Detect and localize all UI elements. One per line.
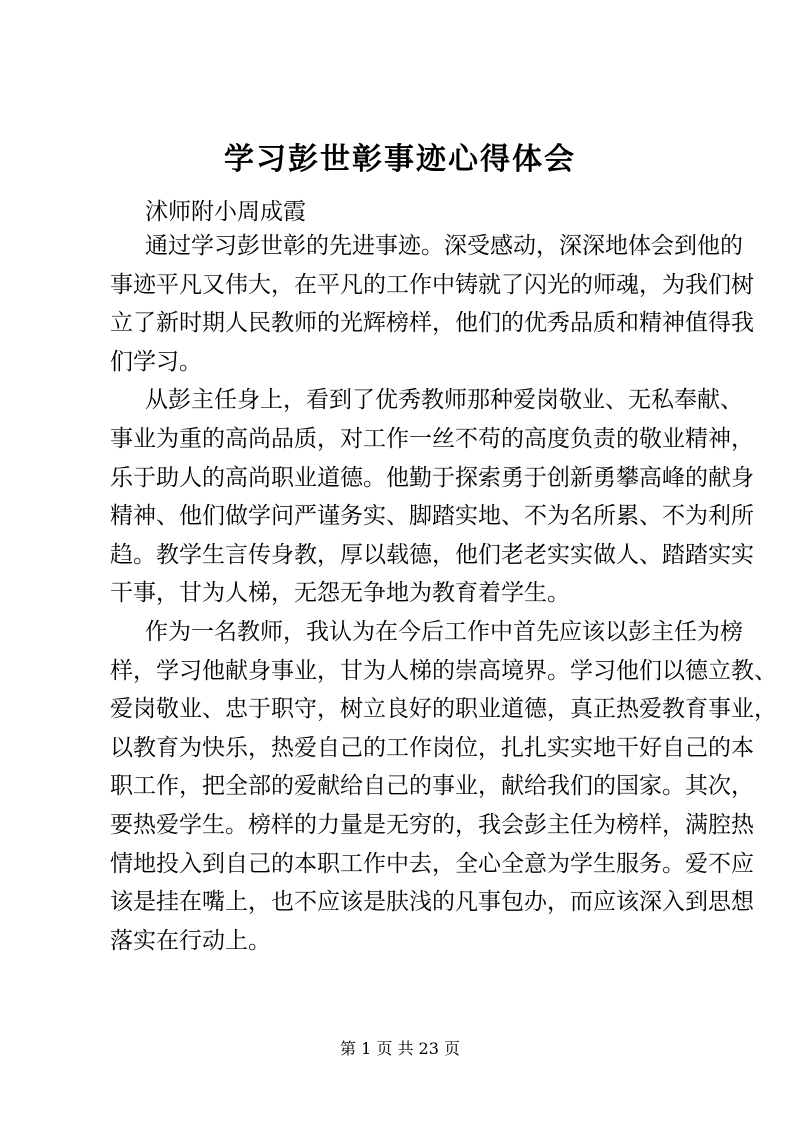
- text-line: 立了新时期人民教师的光辉榜样，他们的优秀品质和精神值得我: [110, 310, 754, 337]
- text-line: 落实在行动上。: [110, 927, 271, 954]
- paragraph-3: [110, 613, 777, 960]
- text-line: 样，学习他献身事业，甘为人梯的崇高境界。学习他们以德立教、: [110, 657, 777, 684]
- text-line: 从彭主任身上，看到了优秀教师那种爱岗敬业、无私奉献、: [145, 387, 743, 414]
- text-line: 职工作，把全部的爱献给自己的事业，献给我们的国家。其次，: [110, 773, 754, 800]
- text-line: 以教育为快乐，热爱自己的工作岗位，扎扎实实地干好自己的本: [110, 734, 754, 761]
- text-line: 趋。教学生言传身教，厚以载德，他们老老实实做人、踏踏实实: [110, 541, 754, 568]
- text-line: 事迹平凡又伟大，在平凡的工作中铸就了闪光的师魂，为我们树: [110, 271, 754, 298]
- text-line: 乐于助人的高尚职业道德。他勤于探索勇于创新勇攀高峰的献身: [110, 464, 754, 491]
- document-body: [110, 227, 777, 960]
- paragraph-2: [110, 381, 754, 613]
- text-line: 事业为重的高尚品质，对工作一丝不苟的高度负责的敬业精神，: [110, 425, 754, 452]
- page-footer: 第 1 页 共 23 页: [340, 1039, 460, 1058]
- text-line: 要热爱学生。榜样的力量是无穷的，我会彭主任为榜样，满腔热: [110, 811, 754, 838]
- text-line: 情地投入到自己的本职工作中去，全心全意为学生服务。爱不应: [110, 850, 754, 877]
- text-line: 通过学习彭世彰的先进事迹。深受感动，深深地体会到他的: [145, 233, 743, 259]
- text-line: 作为一名教师，我认为在今后工作中首先应该以彭主任为榜: [145, 618, 743, 645]
- text-line: 干事，甘为人梯，无怨无争地为教育着学生。: [110, 580, 570, 607]
- paragraph-1: [110, 227, 754, 381]
- text-line: 们学习。: [110, 348, 202, 375]
- document-title: 学习彭世彰事迹心得体会: [224, 142, 576, 177]
- text-line: 爱岗敬业、忠于职守，树立良好的职业道德，真正热爱教育事业，: [110, 696, 777, 723]
- author-line: 沭师附小周成霞: [145, 199, 306, 225]
- text-line: 精神、他们做学问严谨务实、脚踏实地、不为名所累、不为利所: [110, 503, 754, 530]
- text-line: 该是挂在嘴上，也不应该是肤浅的凡事包办，而应该深入到思想: [110, 889, 754, 916]
